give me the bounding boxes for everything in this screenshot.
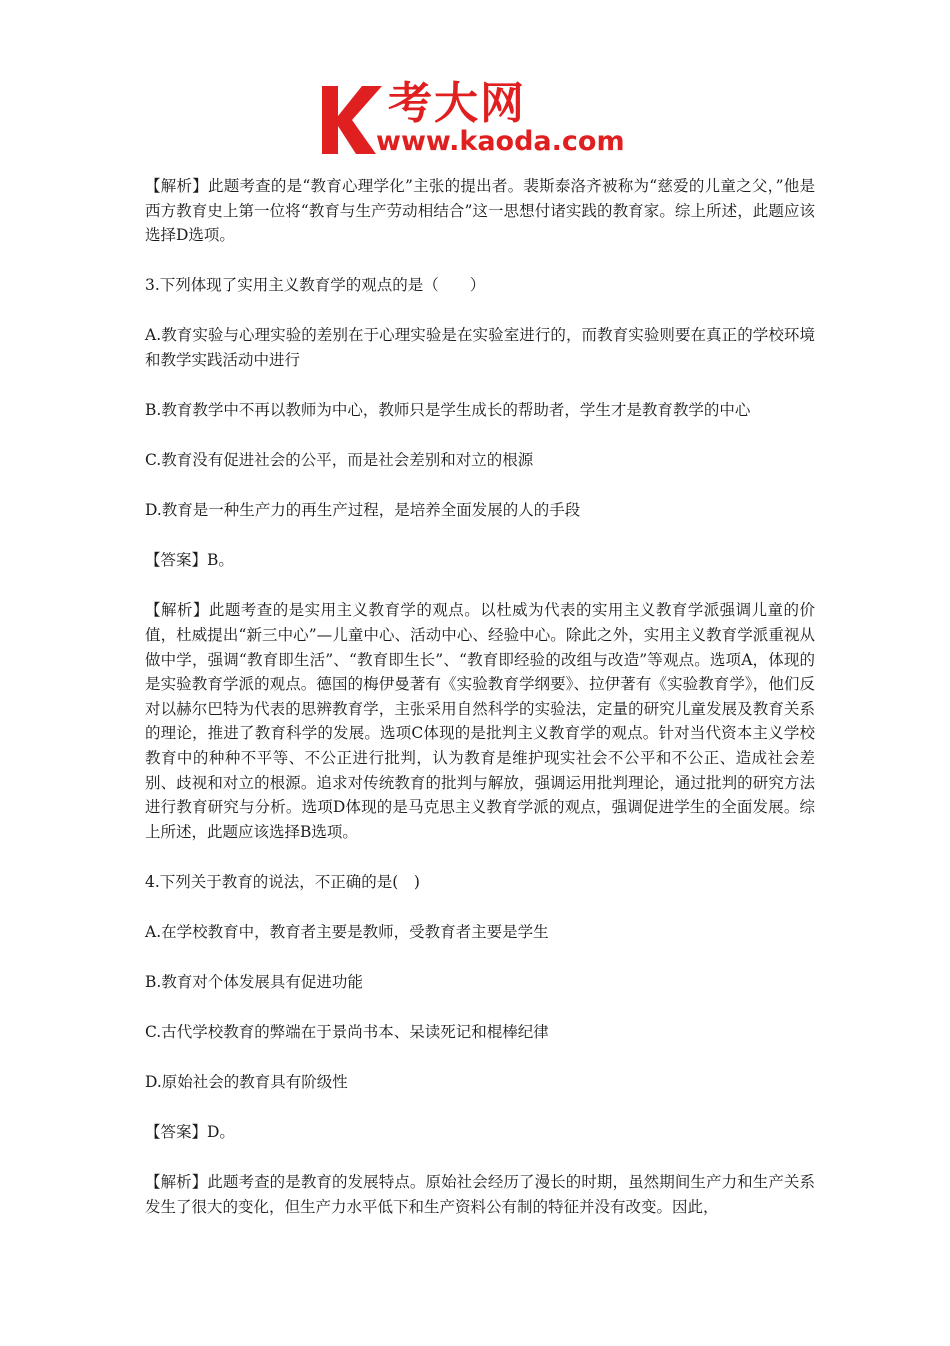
question-3-option-a: A.教育实验与心理实验的差别在于心理实验是在实验室进行的，而教育实验则要在真正的学校环境和教学实践活动中进行 — [145, 326, 815, 369]
question-4: 4.下列关于教育的说法，不正确的是( ) — [145, 872, 420, 891]
logo-url-text: www.kaoda.com — [376, 126, 625, 157]
question-4-option-a: A.在学校教育中，教育者主要是教师，受教育者主要是学生 — [145, 922, 549, 941]
kaoda-logo — [318, 80, 638, 160]
answer-3: 【答案】B。 — [145, 551, 234, 570]
analysis-paragraph-3: 【解析】此题考查的是实用主义教育学的观点。以杜威为代表的实用主义教育学派强调儿童的价值，杜威提出“新三中心”—儿童中心、活动中心、经验中心。除此之外，实用主义教育学派重视从做中学，强调“教育即生活”、“教育即生长”、“教育即经验的改组与改造”等观点。选项A，体现的是实验教育学派的观点。德国的梅伊曼著有《实验教育学纲要》、拉伊著有《实验教育学》，他们反对以赫尔巴特为代表的思辨教育学，主张采用自然科学的实验法，定量的研究儿童发展及教育关系的理论，推进了教育科学的发展。选项C体现的是批判主义教育学的观点。针对当代资本主义学校教育中的种种不平等、不公正进行批判，认为教育是维护现实社会不公平和不公正、造成社会差别、歧视和对立的根源。追求对传统教育的批判与解放，强调运用批判理论，通过批判的研究方法进行教育研究与分析。选项D体现的是马克思主义教育学派的观点，强调促进学生的全面发展。综上所述，此题应该选择B选项。 — [145, 601, 815, 841]
question-4-option-d: D.原始社会的教育具有阶级性 — [145, 1073, 348, 1092]
question-3: 3.下列体现了实用主义教育学的观点的是（ ） — [145, 276, 486, 295]
question-3-option-d: D.教育是一种生产力的再生产过程，是培养全面发展的人的手段 — [145, 501, 581, 520]
logo-chinese-text: 考大网 — [388, 78, 526, 129]
question-4-option-b: B.教育对个体发展具有促进功能 — [145, 973, 363, 992]
analysis-paragraph-2: 【解析】此题考查的是“教育心理学化”主张的提出者。裴斯泰洛齐被称为“慈爱的儿童之父，”他是西方教育史上第一位将“教育与生产劳动相结合”这一思想付诸实践的教育家。综上所述，此题应该选择D选项。 — [145, 177, 815, 245]
question-3-option-c: C.教育没有促进社会的公平，而是社会差别和对立的根源 — [145, 451, 534, 470]
analysis-paragraph-4: 【解析】此题考查的是教育的发展特点。原始社会经历了漫长的时期，虽然期间生产力和生产关系发生了很大的变化，但生产力水平低下和生产资料公有制的特征并没有改变。因此， — [145, 1173, 815, 1217]
document-body — [145, 174, 815, 1220]
question-3-option-b: B.教育教学中不再以教师为中心，教师只是学生成长的帮助者，学生才是教育教学的中心 — [145, 401, 751, 420]
question-4-option-c: C.古代学校教育的弊端在于景尚书本、呆读死记和棍棒纪律 — [145, 1023, 549, 1042]
answer-4: 【答案】D。 — [145, 1123, 235, 1142]
